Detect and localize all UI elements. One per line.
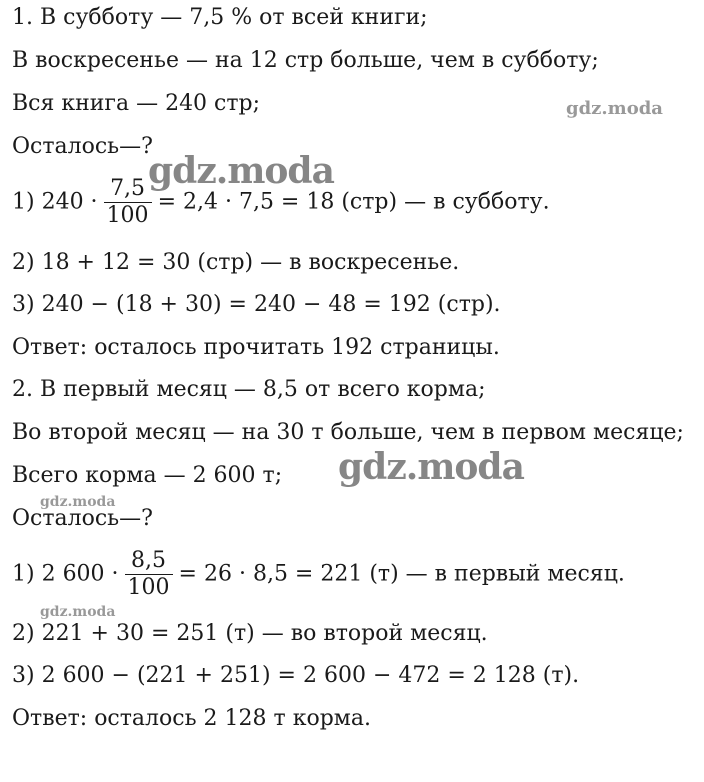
problem1-given-total: Вся книга — 240 стр; — [12, 91, 261, 116]
problem1-given-sunday: В воскресенье — на 12 стр больше, чем в субботу; — [12, 48, 599, 73]
fraction-numerator: 7,5 — [104, 176, 152, 203]
problem1-given-saturday: 1. В субботу — 7,5 % от всей книги; — [12, 5, 428, 30]
problem2-given-first-month: 2. В первый месяц — 8,5 от всего корма; — [12, 377, 486, 402]
watermark: gdz.moda — [40, 604, 116, 620]
watermark: gdz.moda — [148, 150, 334, 192]
problem2-given-remaining: Осталось—? — [12, 506, 153, 531]
problem1-step2: 2) 18 + 12 = 30 (стр) — в воскресенье. — [12, 250, 460, 275]
fraction-denominator: 100 — [106, 203, 149, 228]
step1-suffix: = 2,4 · 7,5 = 18 (стр) — в субботу. — [157, 189, 550, 215]
problem2-step2: 2) 221 + 30 = 251 (т) — во второй месяц. — [12, 621, 488, 646]
fraction-denominator: 100 — [127, 575, 170, 600]
step1-prefix: 1) 2 600 · — [12, 561, 119, 587]
problem2-step1 — [12, 548, 625, 601]
fraction-numerator: 8,5 — [125, 548, 173, 575]
problem1-given-remaining: Осталось—? — [12, 134, 153, 159]
watermark: gdz.moda — [566, 98, 663, 119]
step1-suffix: = 26 · 8,5 = 221 (т) — в первый месяц. — [178, 561, 625, 587]
problem1-answer: Ответ: осталось прочитать 192 страницы. — [12, 335, 500, 360]
problem2-given-total: Всего корма — 2 600 т; — [12, 463, 283, 488]
step1-prefix: 1) 240 · — [12, 189, 98, 215]
fraction — [125, 548, 173, 601]
problem2-given-second-month: Во второй месяц — на 30 т больше, чем в первом месяце; — [12, 420, 684, 445]
watermark: gdz.moda — [40, 494, 116, 510]
problem2-answer: Ответ: осталось 2 128 т корма. — [12, 706, 371, 731]
fraction — [104, 176, 152, 229]
watermark: gdz.moda — [338, 446, 524, 488]
problem1-step3: 3) 240 − (18 + 30) = 240 − 48 = 192 (стр). — [12, 292, 501, 317]
problem2-step3: 3) 2 600 − (221 + 251) = 2 600 − 472 = 2 128 (т). — [12, 663, 580, 688]
